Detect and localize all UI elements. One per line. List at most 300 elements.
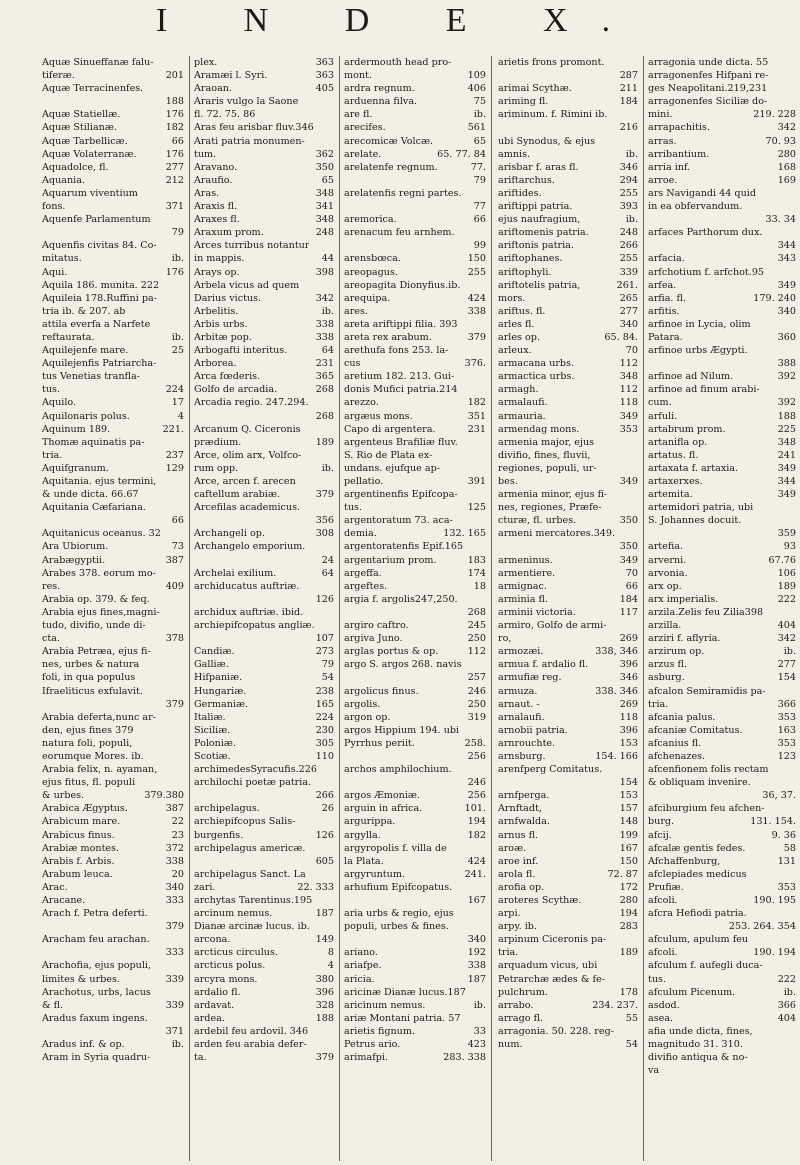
index-entry xyxy=(498,514,638,527)
entry-text: arribantium. xyxy=(648,148,710,160)
index-entry xyxy=(194,436,334,449)
entry-text: armendag mons. xyxy=(498,423,580,435)
index-entry xyxy=(648,789,796,802)
index-entry xyxy=(344,95,486,108)
entry-page: 255 xyxy=(619,253,638,265)
entry-page: 77 xyxy=(473,201,486,213)
entry-page: 18 xyxy=(473,580,486,592)
entry-text: Araxum prom. xyxy=(194,227,264,239)
index-entry xyxy=(194,95,334,108)
index-entry xyxy=(194,1012,334,1025)
index-entry xyxy=(648,619,796,632)
entry-page: 67.76 xyxy=(768,554,796,566)
index-entry xyxy=(344,567,486,580)
index-entry xyxy=(344,135,486,148)
entry-page: 308 xyxy=(315,528,334,540)
entry-page xyxy=(792,266,796,279)
index-entry xyxy=(344,855,486,868)
entry-text: tria ib. & 207. ab xyxy=(42,305,126,317)
index-entry xyxy=(194,894,334,907)
entry-text: tus. xyxy=(648,973,667,985)
index-entry xyxy=(648,724,796,737)
index-entry xyxy=(648,567,796,580)
entry-page: 250 xyxy=(467,633,486,645)
entry-page xyxy=(180,305,184,318)
index-entry xyxy=(344,213,486,226)
index-entry xyxy=(648,501,796,514)
entry-page: 154 xyxy=(619,777,638,789)
entry-text: Aras feu arisbar fluv.346 xyxy=(194,122,314,134)
entry-page: 605 xyxy=(315,855,334,867)
index-entry xyxy=(42,567,184,580)
entry-text: Aramæi l. Syri. xyxy=(194,70,268,82)
entry-page: 340 xyxy=(467,934,486,946)
index-entry xyxy=(194,737,334,750)
entry-page: 409 xyxy=(165,580,184,592)
entry-page xyxy=(180,959,184,972)
entry-page: 342 xyxy=(315,292,334,304)
index-entry xyxy=(648,344,796,357)
entry-page: 184 xyxy=(619,593,638,605)
entry-text: aroæ. xyxy=(498,842,527,854)
entry-page: 338 xyxy=(165,855,184,867)
entry-page: 199 xyxy=(619,829,638,841)
index-entry xyxy=(648,593,796,606)
entry-text: Aquilejenfis Patriarcha- xyxy=(42,358,157,370)
entry-page: 118 xyxy=(619,711,638,723)
entry-text: argyropolis f. villa de xyxy=(344,842,447,854)
entry-text: asdod. xyxy=(648,999,680,1011)
index-entry xyxy=(344,344,486,357)
entry-text: demia. xyxy=(344,528,377,540)
entry-page xyxy=(634,619,638,632)
index-entry xyxy=(42,724,184,737)
entry-page: 338 xyxy=(467,305,486,317)
index-entry xyxy=(344,933,486,946)
entry-text: Arays op. xyxy=(194,266,240,278)
entry-page: 280 xyxy=(619,895,638,906)
entry-page: 77. xyxy=(470,161,486,173)
entry-page: 172 xyxy=(619,881,638,893)
entry-text: Arabia ejus fines,magni- xyxy=(42,606,160,618)
entry-text: archytas Tarentinus.195 xyxy=(194,895,313,906)
index-entry xyxy=(344,462,486,475)
entry-text: Archangelo emporium. xyxy=(194,541,306,553)
entry-page xyxy=(482,881,486,894)
entry-text: armeninus. xyxy=(498,554,553,566)
index-entry xyxy=(344,1025,486,1038)
entry-page: 405 xyxy=(315,83,334,95)
entry-text: arnobii patria. xyxy=(498,724,568,736)
index-entry xyxy=(194,920,334,933)
index-entry xyxy=(194,305,334,318)
index-entry xyxy=(194,357,334,370)
index-entry xyxy=(344,973,486,986)
entry-text: aretium 182. 213. Gui- xyxy=(344,371,455,383)
entry-text: arelatenfe regnum. xyxy=(344,161,438,173)
entry-page: 17 xyxy=(171,397,184,409)
entry-text: arragonia. 50. 228. reg- xyxy=(498,1025,614,1037)
entry-page: 182 xyxy=(467,829,486,841)
entry-page xyxy=(482,593,486,606)
entry-text: Arbis urbs. xyxy=(194,318,248,330)
index-entry xyxy=(498,959,638,972)
index-entry xyxy=(344,540,486,553)
index-entry xyxy=(42,933,184,946)
entry-page xyxy=(482,56,486,69)
entry-text: Aquila 186. munita. 222 xyxy=(42,279,160,291)
entry-text: Scotiæ. xyxy=(194,750,231,762)
entry-text: Araufio. xyxy=(194,174,233,186)
entry-page: 424 xyxy=(467,292,486,304)
index-entry xyxy=(648,802,796,815)
entry-page xyxy=(792,344,796,357)
entry-text: mini. xyxy=(648,109,673,121)
entry-page: ib. xyxy=(783,646,796,658)
index-entry xyxy=(344,920,486,933)
entry-page xyxy=(180,527,184,540)
entry-text: Arachofia, ejus populi, xyxy=(42,960,152,972)
entry-page xyxy=(330,135,334,148)
entry-text: arecifes. xyxy=(344,122,386,134)
entry-page: 338. 346 xyxy=(595,685,638,697)
entry-page: 351 xyxy=(467,410,486,422)
entry-text: arhufium Epifcopatus. xyxy=(344,881,453,893)
index-entry xyxy=(42,881,184,894)
index-entry xyxy=(194,370,334,383)
index-entry xyxy=(498,724,638,737)
entry-text: archimedesSyracufis.226 xyxy=(194,764,317,776)
entry-page: 366 xyxy=(777,698,796,710)
entry-text: Archangeli op. xyxy=(194,528,265,540)
entry-text: fons. xyxy=(42,201,66,213)
index-entry xyxy=(42,658,184,671)
entry-text: arcticus polus. xyxy=(194,960,266,972)
entry-page xyxy=(180,907,184,920)
index-entry xyxy=(42,580,184,593)
index-entry xyxy=(344,279,486,292)
entry-page: 194 xyxy=(619,908,638,920)
entry-page xyxy=(180,711,184,724)
index-entry xyxy=(648,396,796,409)
entry-page: 165 xyxy=(315,698,334,710)
entry-page: 216 xyxy=(619,122,638,134)
page-header xyxy=(0,0,800,40)
index-entry xyxy=(648,200,796,213)
entry-text: Arbela vicus ad quem xyxy=(194,279,300,291)
entry-text: archidux auftriæ. ibid. xyxy=(194,606,304,618)
entry-page: 340 xyxy=(165,881,184,893)
index-entry xyxy=(498,593,638,606)
entry-text: argo S. argos 268. navis xyxy=(344,659,462,671)
index-entry xyxy=(498,632,638,645)
entry-page: 176 xyxy=(165,266,184,278)
entry-page: 150 xyxy=(619,855,638,867)
index-column-3 xyxy=(344,56,486,1161)
index-entry xyxy=(42,1012,184,1025)
entry-page: 153 xyxy=(619,737,638,749)
entry-page xyxy=(482,436,486,449)
entry-text: Siciliæ. xyxy=(194,724,231,736)
entry-text: arcinum nemus. xyxy=(194,908,273,920)
entry-text: pellatio. xyxy=(344,476,384,487)
entry-page: 404 xyxy=(777,1012,796,1024)
index-entry xyxy=(498,737,638,750)
entry-page: 64 xyxy=(321,567,334,579)
entry-page: 241 xyxy=(777,449,796,461)
entry-page xyxy=(792,1038,796,1051)
entry-text: afcra Hefiodi patria. xyxy=(648,908,747,920)
entry-text: armenia major, ejus xyxy=(498,436,595,448)
entry-text: Arbelitis. xyxy=(194,305,239,317)
entry-text: afciburgium feu afchen- xyxy=(648,803,765,815)
entry-text: afcij. xyxy=(648,829,672,841)
index-entry xyxy=(344,632,486,645)
entry-page: 287 xyxy=(619,70,638,82)
entry-text: arfitis. xyxy=(648,305,680,317)
index-entry xyxy=(42,475,184,488)
entry-text: artaxata f. artaxia. xyxy=(648,462,739,474)
entry-text: Aquitanicus oceanus. 32 xyxy=(42,528,161,540)
index-entry xyxy=(42,121,184,134)
entry-page: 112 xyxy=(619,384,638,396)
index-entry xyxy=(344,423,486,436)
entry-text: arrapachitis. xyxy=(648,122,710,134)
entry-page: 93 xyxy=(783,541,796,553)
entry-page: 339 xyxy=(165,973,184,985)
index-entry xyxy=(498,1012,638,1025)
index-entry xyxy=(498,501,638,514)
entry-text: magnitudo 31. 310. xyxy=(648,1039,743,1051)
entry-text: archos amphilochium. xyxy=(344,764,452,776)
index-entry xyxy=(498,946,638,959)
entry-page: 168 xyxy=(777,161,796,173)
index-entry xyxy=(498,423,638,436)
entry-text: artabrum prom. xyxy=(648,423,726,435)
entry-page: 99 xyxy=(473,240,486,252)
entry-page: 237 xyxy=(165,449,184,461)
entry-text: Araoan. xyxy=(194,83,232,95)
entry-page xyxy=(330,449,334,462)
index-entry xyxy=(498,645,638,658)
index-entry xyxy=(498,711,638,724)
index-entry xyxy=(648,292,796,305)
entry-page: 349 xyxy=(619,554,638,566)
entry-page xyxy=(180,685,184,698)
entry-text: ges Neapolitani.219,231 xyxy=(648,83,768,95)
entry-text: burgenfis. xyxy=(194,829,244,841)
entry-page xyxy=(330,580,334,593)
index-entry xyxy=(344,527,486,540)
entry-page: ib. xyxy=(321,462,334,474)
index-entry xyxy=(498,370,638,383)
entry-text: Poloniæ. xyxy=(194,737,237,749)
index-entry xyxy=(344,331,486,344)
entry-text: ariafpe. xyxy=(344,960,382,972)
index-entry xyxy=(344,724,486,737)
index-entry xyxy=(194,815,334,828)
index-entry xyxy=(42,318,184,331)
entry-text: armagh. xyxy=(498,384,539,396)
entry-text: argos Hippium 194. ubi xyxy=(344,724,460,736)
entry-text: arnsburg. xyxy=(498,750,546,762)
entry-page: 167 xyxy=(467,895,486,906)
index-entry xyxy=(648,383,796,396)
entry-page xyxy=(180,488,184,501)
entry-text: num. xyxy=(498,1039,523,1051)
index-entry xyxy=(194,1051,334,1064)
entry-text: argeffa. xyxy=(344,567,382,579)
entry-text: arminii victoria. xyxy=(498,606,576,618)
index-entry xyxy=(194,946,334,959)
entry-text: ariftarchus. xyxy=(498,174,555,186)
entry-text: arfinoe ad Nilum. xyxy=(648,371,734,383)
entry-text: arzila.Zelis feu Zilia398 xyxy=(648,606,764,618)
entry-text: ardermouth head pro- xyxy=(344,57,452,68)
index-entry xyxy=(194,1025,334,1038)
index-entry xyxy=(498,540,638,553)
entry-text: armiro, Golfo de armi- xyxy=(498,620,607,632)
entry-page: 117 xyxy=(619,606,638,618)
entry-text: arcyra mons. xyxy=(194,973,258,985)
entry-page xyxy=(180,658,184,671)
index-entry xyxy=(344,737,486,750)
entry-text: Arabia felix, n. ayaman, xyxy=(42,764,158,776)
index-entry xyxy=(648,357,796,370)
entry-page xyxy=(482,763,486,776)
index-entry xyxy=(344,868,486,881)
entry-page: 349 xyxy=(777,462,796,474)
index-entry xyxy=(648,868,796,881)
entry-page: 234. 237. xyxy=(592,999,638,1011)
entry-text: afclepiades medicus xyxy=(648,868,747,880)
index-entry xyxy=(648,959,796,972)
entry-text: argiro caftro. xyxy=(344,620,409,632)
entry-text: Aquitania. ejus termini, xyxy=(42,476,157,487)
entry-page xyxy=(634,501,638,514)
entry-text: ardebil feu ardovil. 346 xyxy=(194,1025,309,1037)
entry-page xyxy=(180,986,184,999)
entry-page: 194 xyxy=(467,816,486,828)
entry-text: ariftides. xyxy=(498,187,542,199)
index-entry xyxy=(194,907,334,920)
index-entry xyxy=(42,619,184,632)
entry-page xyxy=(180,776,184,789)
entry-page: 36, 37. xyxy=(762,790,796,802)
entry-page: 255 xyxy=(619,187,638,199)
entry-page: 305 xyxy=(315,737,334,749)
entry-page xyxy=(792,514,796,527)
entry-text: Aquæ Terracinenfes. xyxy=(42,83,144,95)
entry-page: 131 xyxy=(777,855,796,867)
entry-text: armauria. xyxy=(498,410,546,422)
entry-page: 340 xyxy=(777,305,796,317)
entry-page: 268 xyxy=(315,410,334,422)
index-entry xyxy=(648,462,796,475)
entry-page xyxy=(330,894,334,907)
index-entry xyxy=(42,357,184,370)
entry-text: Golfo de arcadia. xyxy=(194,384,278,396)
index-entry xyxy=(648,108,796,121)
entry-page: 167 xyxy=(619,842,638,854)
index-entry xyxy=(344,82,486,95)
index-entry xyxy=(42,802,184,815)
entry-page: 349 xyxy=(619,476,638,487)
entry-text: fl. 72. 75. 86 xyxy=(194,109,256,121)
index-entry xyxy=(648,174,796,187)
index-column-4 xyxy=(498,56,638,1161)
entry-page: 248 xyxy=(619,227,638,239)
entry-page xyxy=(792,868,796,881)
entry-text: armeni mercatores.349. xyxy=(498,528,616,540)
index-entry xyxy=(42,737,184,750)
entry-page xyxy=(330,606,334,619)
entry-page: 328 xyxy=(315,999,334,1011)
entry-page: 349 xyxy=(777,279,796,291)
entry-text: Petrarchæ ædes & fe- xyxy=(498,973,605,985)
entry-text: Arati patria monumen- xyxy=(194,135,305,147)
index-entry xyxy=(194,135,334,148)
index-columns xyxy=(42,56,798,1161)
index-entry xyxy=(344,357,486,370)
entry-page: 238 xyxy=(315,685,334,697)
entry-text: arden feu arabia defer- xyxy=(194,1039,307,1051)
entry-text: argylla. xyxy=(344,829,381,841)
entry-page: 169 xyxy=(777,174,796,186)
entry-page: 338 xyxy=(315,318,334,330)
entry-page xyxy=(330,868,334,881)
entry-text: reftaurata. xyxy=(42,331,95,343)
entry-page xyxy=(330,619,334,632)
entry-page: 379 xyxy=(467,331,486,343)
entry-page: 356 xyxy=(315,515,334,527)
entry-page: 126 xyxy=(315,593,334,605)
entry-page: 182 xyxy=(467,397,486,409)
index-entry xyxy=(498,698,638,711)
entry-page: 265 xyxy=(619,292,638,304)
entry-text: argentoratenfis Epif.165 xyxy=(344,541,464,553)
index-entry xyxy=(194,462,334,475)
entry-text: bes. xyxy=(498,476,518,487)
entry-page xyxy=(792,1064,796,1077)
entry-text: Hifpaniæ. xyxy=(194,672,243,684)
entry-page: 190. 194 xyxy=(753,947,796,959)
entry-page xyxy=(634,527,638,540)
entry-text: arrago fl. xyxy=(498,1012,544,1024)
entry-text: armuza. xyxy=(498,685,538,697)
index-entry xyxy=(194,121,334,134)
index-entry xyxy=(344,881,486,894)
index-entry xyxy=(498,331,638,344)
index-entry xyxy=(194,645,334,658)
index-entry xyxy=(42,148,184,161)
entry-page: 340 xyxy=(619,318,638,330)
entry-page: 118 xyxy=(619,397,638,409)
entry-page xyxy=(482,540,486,553)
entry-page xyxy=(482,383,486,396)
entry-text: arx imperialis. xyxy=(648,593,719,605)
entry-page xyxy=(792,685,796,698)
entry-page: 283 xyxy=(619,921,638,933)
index-entry xyxy=(194,279,334,292)
entry-text: arzirum op. xyxy=(648,646,705,658)
entry-text: archiepifcopatus angliæ. xyxy=(194,620,315,632)
entry-text: arfinoe urbs Ægypti. xyxy=(648,345,748,357)
entry-page: 396 xyxy=(619,659,638,671)
index-entry xyxy=(648,632,796,645)
index-entry xyxy=(194,776,334,789)
entry-page xyxy=(180,750,184,763)
